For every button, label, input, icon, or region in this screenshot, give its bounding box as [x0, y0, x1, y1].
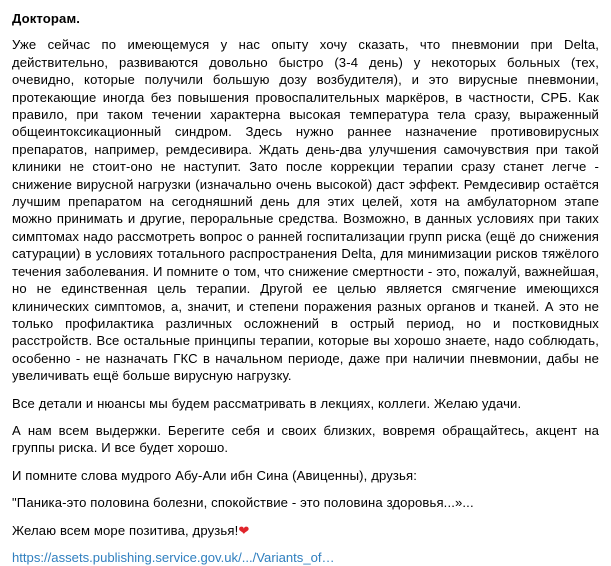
post-link-row	[12, 549, 599, 566]
post-paragraph-closing	[12, 522, 599, 540]
source-link[interactable]: https://assets.publishing.service.gov.uk/.../Variants_of…	[12, 549, 335, 565]
closing-text: Желаю всем море позитива, друзья!	[12, 522, 239, 538]
post-paragraph-advice: А нам всем выдержки. Берегите себя и своих близких, вовремя обращайтесь, акцент на группы риска. И все будет хорошо.	[12, 422, 599, 456]
post-paragraph-avicenna-intro: И помните слова мудрого Абу-Али ибн Сина (Авиценны), друзья:	[12, 467, 417, 483]
post-paragraph-quote: "Паника-это половина болезни, спокойствие - это половина здоровья...»...	[12, 495, 474, 511]
post-heading: Докторам.	[12, 11, 81, 26]
post-paragraph-lectures: Все детали и нюансы мы будем рассматривать в лекциях, коллеги. Желаю удачи.	[12, 395, 522, 411]
red-heart-icon: ❤	[238, 523, 250, 539]
post-paragraph-main: Уже сейчас по имеющемуся у нас опыту хочу сказать, что пневмонии при Delta, действительно, развиваются довольно быстро (3-4 день) у некоторых больных (тех, очевидно, которые получили большую дозу возбудителя), и это вирусные пневмонии, протекающие иногда без повышения провоспалительных маркёров, в частности, СРБ. Как правило, при таком течении характерна высокая температура тела сразу, выраженный общеинтоксикационный синдром. Здесь нужно раннее назначение противовирусных препаратов, например, ремдесивира. Ждать день-два улучшения самочувствия при такой клиники не стоит-оно не наступит. Зато после коррекции терапии сразу станет легче - снижение вирусной нагрузки (изначально очень высокой) даст эффект. Ремдесивир остаётся лучшим препаратом на сегодняшний день для этих целей, хотя на амбулаторном этапе можно принимать и другие, пероральные средства. Возможно, в данных условиях при таких симптомах надо рассмотреть вопрос о ранней госпитализации групп риска (ещё до снижения сатурации) в условиях тотального распространения Delta, для минимизации рисков тяжёлого течения заболевания. И помните о том, что снижение смертности - это, пожалуй, важнейшая, но не единственная цель терапии. Другой ее целью является смягчение имеющихся клинических симптомов, а, значит, и степени поражения разных органов и тканей. А это не только профилактика различных осложнений в острый период, но и постковидных расстройств. Все остальные принципы терапии, которые вы хорошо знаете, надо соблюдать, особенно - не назначать ГКС в начальном периоде, даже при наличии пневмонии, дабы не увеличивать ещё больше вирусную нагрузку.	[12, 37, 599, 384]
